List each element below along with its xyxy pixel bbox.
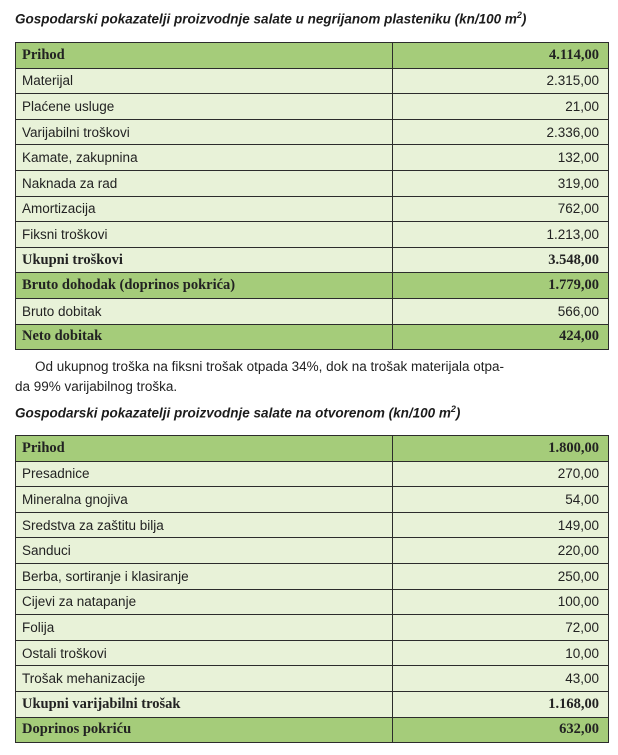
table-row: [16, 119, 609, 145]
table2-title-end: ): [455, 405, 461, 421]
row-label: Folija: [16, 615, 393, 641]
row-label: Ukupni troškovi: [16, 247, 393, 273]
table2-title-unit-sup: 2: [450, 404, 456, 414]
row-value: 566,00: [393, 298, 609, 324]
row-value: 632,00: [393, 717, 609, 743]
table-row: [16, 589, 609, 615]
table-row: [16, 640, 609, 666]
table-row: [16, 691, 609, 717]
row-value: 424,00: [393, 324, 609, 350]
table-row: [16, 222, 609, 248]
table1-title-unit-sup: 2: [516, 10, 522, 20]
table-row: [16, 94, 609, 120]
row-label: Ostali troškovi: [16, 640, 393, 666]
row-label: Naknada za rad: [16, 170, 393, 196]
row-value: 100,00: [393, 589, 609, 615]
row-value: 72,00: [393, 615, 609, 641]
row-label: Ukupni varijabilni trošak: [16, 691, 393, 717]
summary-line-2: da 99% varijabilnog troška.: [15, 379, 178, 394]
table-row: [16, 717, 609, 743]
row-value: 2.336,00: [393, 119, 609, 145]
row-label: Presadnice: [16, 461, 393, 487]
table1-title-text: Gospodarski pokazatelji proizvodnje salate u negrijanom plasteniku (kn/100 m: [15, 11, 517, 27]
row-label: Cijevi za natapanje: [16, 589, 393, 615]
row-value: 10,00: [393, 640, 609, 666]
row-value: 1.800,00: [393, 436, 609, 462]
table-row: [16, 247, 609, 273]
row-value: 1.213,00: [393, 222, 609, 248]
row-label: Doprinos pokriću: [16, 717, 393, 743]
row-value: 4.114,00: [393, 43, 609, 69]
row-value: 43,00: [393, 666, 609, 692]
row-label: Kamate, zakupnina: [16, 145, 393, 171]
summary-line-1: Od ukupnog troška na fiksni trošak otpada 34%, dok na trošak materijala otpa-: [35, 359, 505, 374]
row-value: 132,00: [393, 145, 609, 171]
row-value: 250,00: [393, 563, 609, 589]
table-row: [16, 68, 609, 94]
row-value: 1.168,00: [393, 691, 609, 717]
table1-title: [15, 10, 526, 27]
row-label: Fiksni troškovi: [16, 222, 393, 248]
row-label: Plaćene usluge: [16, 94, 393, 120]
row-label: Bruto dobitak: [16, 298, 393, 324]
row-value: 149,00: [393, 512, 609, 538]
table1-title-end: ): [521, 11, 527, 27]
row-label: Berba, sortiranje i klasiranje: [16, 563, 393, 589]
table1: [15, 42, 609, 350]
row-label: Varijabilni troškovi: [16, 119, 393, 145]
table-row: [16, 43, 609, 69]
table-row: [16, 615, 609, 641]
row-value: 762,00: [393, 196, 609, 222]
row-label: Trošak mehanizacije: [16, 666, 393, 692]
summary-paragraph: [15, 357, 608, 397]
row-value: 2.315,00: [393, 68, 609, 94]
row-label: Prihod: [16, 436, 393, 462]
table2-title-text: Gospodarski pokazatelji proizvodnje salate na otvorenom (kn/100 m: [15, 405, 451, 421]
row-value: 54,00: [393, 487, 609, 513]
table2: [15, 435, 609, 743]
row-value: 21,00: [393, 94, 609, 120]
row-value: 270,00: [393, 461, 609, 487]
row-value: 319,00: [393, 170, 609, 196]
table-row: [16, 196, 609, 222]
table1-body: [16, 43, 609, 350]
table-row: [16, 436, 609, 462]
table-row: [16, 666, 609, 692]
table-row: [16, 512, 609, 538]
table-row: [16, 145, 609, 171]
table-row: [16, 298, 609, 324]
row-value: 220,00: [393, 538, 609, 564]
row-label: Sanduci: [16, 538, 393, 564]
row-label: Amortizacija: [16, 196, 393, 222]
table-row: [16, 170, 609, 196]
row-value: 1.779,00: [393, 273, 609, 299]
row-label: Neto dobitak: [16, 324, 393, 350]
table-row: [16, 324, 609, 350]
table2-body: [16, 436, 609, 743]
row-label: Prihod: [16, 43, 393, 69]
table-row: [16, 461, 609, 487]
table-row: [16, 563, 609, 589]
row-label: Bruto dohodak (doprinos pokrića): [16, 273, 393, 299]
table-row: [16, 487, 609, 513]
row-label: Mineralna gnojiva: [16, 487, 393, 513]
table-row: [16, 538, 609, 564]
row-label: Materijal: [16, 68, 393, 94]
table2-title: [15, 404, 460, 421]
row-value: 3.548,00: [393, 247, 609, 273]
row-label: Sredstva za zaštitu bilja: [16, 512, 393, 538]
table-row: [16, 273, 609, 299]
